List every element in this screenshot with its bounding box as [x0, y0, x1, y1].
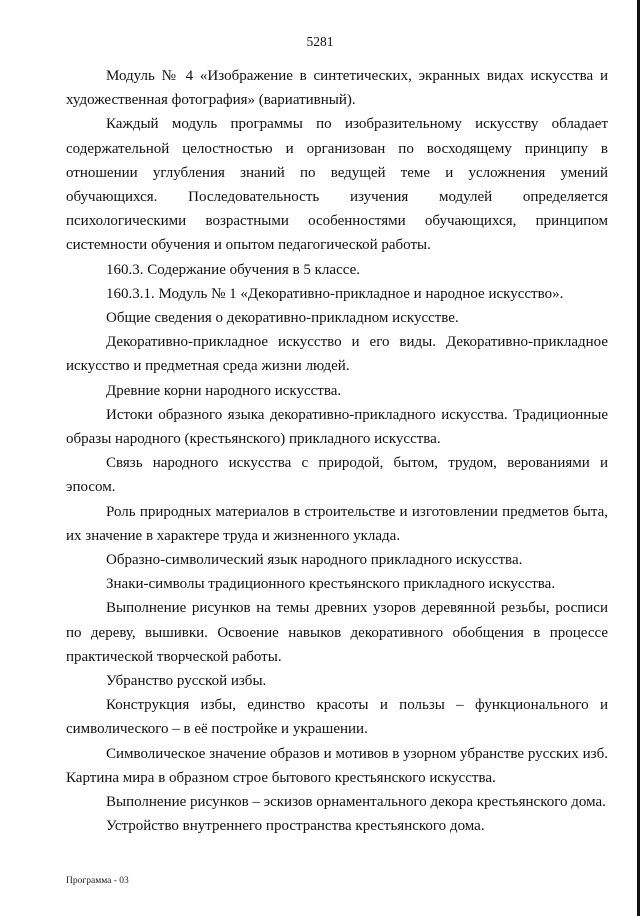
paragraph-symbolic-language: Образно-символический язык народного прикладного искусства.: [106, 552, 523, 569]
paragraph-module-description: Каждый модуль программы по изобразительному искусству обладает содержательной целостностью и организован по восходящему принципу в отношении углубления знаний по ведущей теме и усложнения умений обучающихся. Последовательность изучения модулей определяется психологическими возрастными особенностями обучающихся, принципом системности обучения и опытом педагогической работы.: [66, 116, 608, 254]
document-body: [66, 64, 608, 839]
paragraph-section-160-3-1: 160.3.1. Модуль № 1 «Декоративно-прикладное и народное искусство».: [106, 285, 564, 302]
paragraph-symbolic-meaning: Символическое значение образов и мотивов в узорном убранстве русских изб. Картина мира в образном строе бытового крестьянского искусства.: [66, 745, 608, 786]
paragraph-sketches: Выполнение рисунков – эскизов орнаментального декора крестьянского дома.: [106, 794, 606, 811]
paragraph-signs-symbols: Знаки-символы традиционного крестьянского прикладного искусства.: [106, 576, 556, 593]
footer-label: Программа - 03: [66, 876, 129, 886]
paragraph-dpi-types: Декоративно-прикладное искусство и его виды. Декоративно-прикладное искусство и предметная среда жизни людей.: [66, 334, 608, 375]
paragraph-ancient-roots: Древние корни народного искусства.: [106, 382, 342, 399]
paragraph-origins: Истоки образного языка декоративно-прикладного искусства. Традиционные образы народного (крестьянского) прикладного искусства.: [66, 406, 608, 448]
paragraph-drawings: Выполнение рисунков на темы древних узоров деревянной резьбы, росписи по дереву, вышивки. Освоение навыков декоративного обобщения в процессе практической творческой работы.: [66, 600, 608, 665]
paragraph-connection: Связь народного искусства с природой, бытом, трудом, верованиями и эпосом.: [66, 455, 608, 496]
paragraph-izba-construction: Конструкция избы, единство красоты и пользы – функционального и символического – в её постройке и украшении.: [66, 697, 608, 738]
paragraph-izba-decoration: Убранство русской избы.: [106, 673, 267, 690]
paragraph-module-4: Модуль № 4 «Изображение в синтетических, экранных видах искусства и художественная фотография» (вариативный).: [66, 68, 608, 109]
paragraph-general-info: Общие сведения о декоративно-прикладном искусстве.: [106, 310, 459, 327]
paragraph-interior-space: Устройство внутреннего пространства крестьянского дома.: [106, 818, 485, 835]
page-number: 5281: [306, 34, 334, 49]
paragraph-section-160-3: 160.3. Содержание обучения в 5 классе.: [106, 261, 360, 278]
paragraph-natural-materials: Роль природных материалов в строительстве и изготовлении предметов быта, их значение в характере труда и жизненного уклада.: [66, 503, 608, 544]
